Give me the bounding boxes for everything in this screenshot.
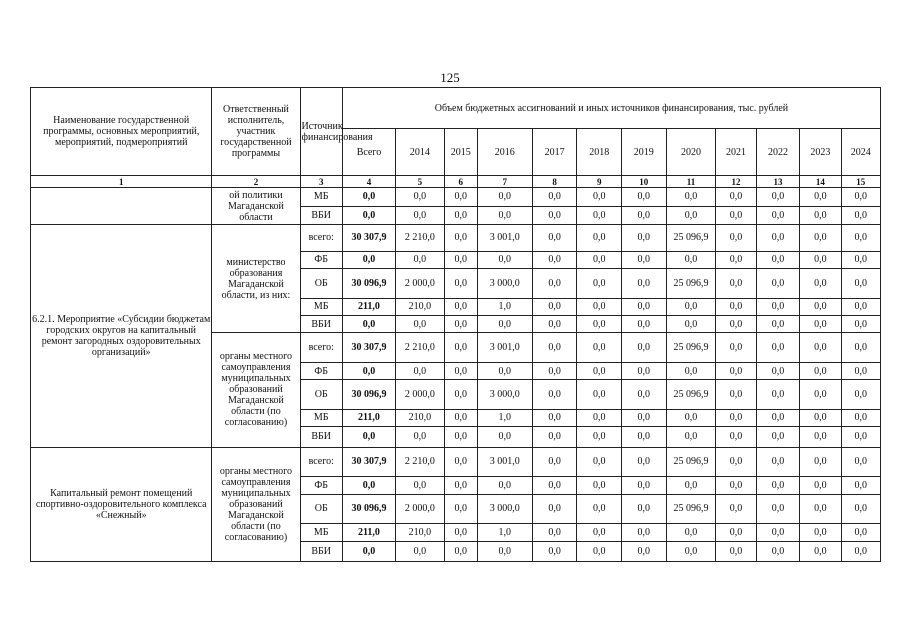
year-value: 0,0	[577, 362, 622, 379]
year-value: 0,0	[532, 188, 577, 206]
year-value: 0,0	[532, 268, 577, 298]
year-value: 0,0	[395, 188, 444, 206]
year-value: 0,0	[621, 494, 666, 524]
year-value: 0,0	[800, 298, 841, 315]
column-number-row	[31, 176, 881, 188]
header-executor: Ответственный исполнитель, участник государственной программы	[212, 88, 300, 176]
year-value: 0,0	[756, 380, 800, 410]
year-value: 0,0	[532, 298, 577, 315]
column-number: 12	[716, 176, 756, 188]
year-value: 0,0	[395, 251, 444, 268]
header-year: 2019	[621, 129, 666, 176]
total-value: 0,0	[342, 427, 395, 447]
column-number: 8	[532, 176, 577, 188]
total-value: 30 307,9	[342, 225, 395, 252]
total-value: 211,0	[342, 298, 395, 315]
year-value: 0,0	[621, 333, 666, 363]
header-year: 2021	[716, 129, 756, 176]
year-value: 2 210,0	[395, 447, 444, 477]
year-value: 2 000,0	[395, 494, 444, 524]
year-value: 0,0	[444, 315, 477, 332]
year-value: 0,0	[444, 225, 477, 252]
year-value: 0,0	[444, 409, 477, 426]
year-value: 0,0	[800, 206, 841, 224]
year-value: 0,0	[621, 362, 666, 379]
year-value: 2 210,0	[395, 225, 444, 252]
year-value: 0,0	[800, 541, 841, 561]
year-value: 0,0	[716, 447, 756, 477]
year-value: 0,0	[666, 188, 716, 206]
year-value: 0,0	[841, 409, 880, 426]
header-total: Всего	[342, 129, 395, 176]
header-program-name: Наименование государственной программы, основных мероприятий, мероприятий, подмероприятий	[31, 88, 212, 176]
year-value: 0,0	[577, 427, 622, 447]
year-value: 0,0	[532, 362, 577, 379]
year-value: 0,0	[577, 206, 622, 224]
year-value: 0,0	[621, 315, 666, 332]
funding-source: МБ	[300, 524, 342, 541]
funding-source: МБ	[300, 409, 342, 426]
year-value: 0,0	[841, 494, 880, 524]
year-value: 2 000,0	[395, 380, 444, 410]
year-value: 1,0	[477, 524, 532, 541]
total-value: 30 096,9	[342, 380, 395, 410]
funding-source: МБ	[300, 188, 342, 206]
year-value: 0,0	[800, 188, 841, 206]
total-value: 211,0	[342, 409, 395, 426]
funding-source: ОБ	[300, 380, 342, 410]
year-value: 0,0	[621, 298, 666, 315]
year-value: 25 096,9	[666, 380, 716, 410]
year-value: 0,0	[716, 362, 756, 379]
header-funding-source: Источник финансирования	[300, 88, 342, 176]
year-value: 0,0	[444, 447, 477, 477]
year-value: 0,0	[395, 427, 444, 447]
year-value: 0,0	[841, 188, 880, 206]
year-value: 0,0	[800, 268, 841, 298]
column-number: 1	[31, 176, 212, 188]
year-value: 0,0	[444, 427, 477, 447]
year-value: 0,0	[395, 206, 444, 224]
year-value: 0,0	[577, 315, 622, 332]
year-value: 0,0	[841, 206, 880, 224]
funding-source: ФБ	[300, 362, 342, 379]
year-value: 0,0	[800, 315, 841, 332]
year-value: 0,0	[621, 251, 666, 268]
year-value: 0,0	[577, 268, 622, 298]
year-value: 0,0	[577, 447, 622, 477]
year-value: 0,0	[477, 206, 532, 224]
table-row	[31, 447, 881, 477]
year-value: 0,0	[444, 206, 477, 224]
year-value: 0,0	[841, 251, 880, 268]
table-row	[31, 225, 881, 252]
year-value: 0,0	[577, 188, 622, 206]
year-value: 0,0	[841, 298, 880, 315]
funding-source: ВБИ	[300, 541, 342, 561]
year-value: 0,0	[444, 298, 477, 315]
year-value: 0,0	[577, 409, 622, 426]
header-year: 2022	[756, 129, 800, 176]
total-value: 30 307,9	[342, 447, 395, 477]
header-year: 2024	[841, 129, 880, 176]
year-value: 0,0	[756, 206, 800, 224]
year-value: 0,0	[756, 251, 800, 268]
year-value: 0,0	[444, 494, 477, 524]
year-value: 0,0	[841, 427, 880, 447]
year-value: 0,0	[477, 362, 532, 379]
year-value: 0,0	[800, 362, 841, 379]
year-value: 1,0	[477, 298, 532, 315]
year-value: 0,0	[532, 541, 577, 561]
year-value: 0,0	[577, 298, 622, 315]
year-value: 0,0	[716, 409, 756, 426]
year-value: 0,0	[800, 409, 841, 426]
year-value: 0,0	[621, 188, 666, 206]
year-value: 0,0	[577, 494, 622, 524]
year-value: 0,0	[756, 409, 800, 426]
column-number: 11	[666, 176, 716, 188]
year-value: 0,0	[477, 427, 532, 447]
year-value: 0,0	[532, 333, 577, 363]
year-value: 210,0	[395, 409, 444, 426]
executor-cell: ой политики Магаданской области	[212, 188, 300, 225]
year-value: 0,0	[532, 409, 577, 426]
year-value: 0,0	[666, 409, 716, 426]
funding-source: МБ	[300, 298, 342, 315]
funding-source: ОБ	[300, 268, 342, 298]
year-value: 0,0	[841, 315, 880, 332]
year-value: 3 001,0	[477, 333, 532, 363]
year-value: 0,0	[444, 541, 477, 561]
year-value: 2 210,0	[395, 333, 444, 363]
year-value: 0,0	[841, 477, 880, 494]
executor-cell: министерство образования Магаданской области, из них:	[212, 225, 300, 333]
total-value: 0,0	[342, 206, 395, 224]
column-number: 5	[395, 176, 444, 188]
year-value: 0,0	[666, 206, 716, 224]
year-value: 0,0	[532, 315, 577, 332]
year-value: 0,0	[444, 524, 477, 541]
column-number: 15	[841, 176, 880, 188]
year-value: 0,0	[621, 541, 666, 561]
column-number: 2	[212, 176, 300, 188]
total-value: 30 096,9	[342, 494, 395, 524]
funding-source: ФБ	[300, 477, 342, 494]
column-number: 7	[477, 176, 532, 188]
year-value: 0,0	[621, 427, 666, 447]
year-value: 1,0	[477, 409, 532, 426]
year-value: 25 096,9	[666, 447, 716, 477]
year-value: 0,0	[716, 524, 756, 541]
year-value: 0,0	[395, 315, 444, 332]
year-value: 0,0	[841, 362, 880, 379]
total-value: 0,0	[342, 541, 395, 561]
total-value: 0,0	[342, 362, 395, 379]
funding-source: ВБИ	[300, 206, 342, 224]
funding-source: ФБ	[300, 251, 342, 268]
year-value: 0,0	[395, 541, 444, 561]
column-number: 3	[300, 176, 342, 188]
year-value: 210,0	[395, 524, 444, 541]
year-value: 25 096,9	[666, 268, 716, 298]
year-value: 0,0	[577, 380, 622, 410]
year-value: 0,0	[477, 251, 532, 268]
year-value: 0,0	[577, 524, 622, 541]
year-value: 0,0	[716, 315, 756, 332]
header-year: 2023	[800, 129, 841, 176]
year-value: 0,0	[577, 251, 622, 268]
column-number: 9	[577, 176, 622, 188]
year-value: 25 096,9	[666, 494, 716, 524]
header-year: 2017	[532, 129, 577, 176]
year-value: 0,0	[395, 477, 444, 494]
executor-cell: органы местного самоуправления муниципальных образований Магаданской области (по согласованию)	[212, 333, 300, 447]
measure-name: Капитальный ремонт помещений спортивно-оздоровительного комплекса «Снежный»	[31, 447, 212, 561]
year-value: 0,0	[577, 477, 622, 494]
year-value: 0,0	[621, 225, 666, 252]
funding-source: ВБИ	[300, 427, 342, 447]
year-value: 0,0	[621, 447, 666, 477]
year-value: 3 001,0	[477, 447, 532, 477]
total-value: 30 307,9	[342, 333, 395, 363]
year-value: 0,0	[756, 477, 800, 494]
year-value: 0,0	[477, 188, 532, 206]
year-value: 25 096,9	[666, 333, 716, 363]
total-value: 0,0	[342, 251, 395, 268]
year-value: 0,0	[800, 380, 841, 410]
year-value: 0,0	[621, 380, 666, 410]
funding-source: ВБИ	[300, 315, 342, 332]
year-value: 0,0	[841, 380, 880, 410]
year-value: 0,0	[477, 315, 532, 332]
year-value: 0,0	[841, 541, 880, 561]
year-value: 0,0	[800, 447, 841, 477]
year-value: 0,0	[800, 427, 841, 447]
year-value: 0,0	[756, 298, 800, 315]
year-value: 0,0	[666, 315, 716, 332]
year-value: 0,0	[666, 298, 716, 315]
total-value: 0,0	[342, 477, 395, 494]
budget-table	[30, 87, 881, 562]
funding-source: всего:	[300, 447, 342, 477]
year-value: 0,0	[716, 298, 756, 315]
year-value: 0,0	[756, 447, 800, 477]
header-funding-volume: Объем бюджетных ассигнований и иных источников финансирования, тыс. рублей	[342, 88, 880, 129]
year-value: 0,0	[395, 362, 444, 379]
year-value: 0,0	[577, 333, 622, 363]
total-value: 0,0	[342, 188, 395, 206]
year-value: 0,0	[716, 427, 756, 447]
year-value: 3 000,0	[477, 268, 532, 298]
header-year: 2016	[477, 129, 532, 176]
year-value: 0,0	[532, 206, 577, 224]
year-value: 0,0	[841, 524, 880, 541]
year-value: 0,0	[716, 494, 756, 524]
year-value: 0,0	[577, 225, 622, 252]
program-name-cell	[31, 188, 212, 225]
year-value: 0,0	[621, 206, 666, 224]
year-value: 0,0	[716, 206, 756, 224]
year-value: 0,0	[444, 188, 477, 206]
year-value: 0,0	[532, 380, 577, 410]
executor-cell: органы местного самоуправления муниципальных образований Магаданской области (по согласованию)	[212, 447, 300, 561]
year-value: 0,0	[666, 524, 716, 541]
header-year: 2018	[577, 129, 622, 176]
year-value: 0,0	[621, 477, 666, 494]
year-value: 0,0	[841, 225, 880, 252]
year-value: 0,0	[800, 524, 841, 541]
year-value: 0,0	[716, 188, 756, 206]
year-value: 0,0	[666, 477, 716, 494]
year-value: 0,0	[444, 380, 477, 410]
header-year: 2015	[444, 129, 477, 176]
year-value: 0,0	[756, 333, 800, 363]
year-value: 0,0	[621, 409, 666, 426]
year-value: 0,0	[444, 477, 477, 494]
table-row	[31, 188, 881, 206]
funding-source: всего:	[300, 225, 342, 252]
column-number: 10	[621, 176, 666, 188]
total-value: 211,0	[342, 524, 395, 541]
year-value: 0,0	[841, 268, 880, 298]
year-value: 0,0	[444, 268, 477, 298]
year-value: 0,0	[444, 362, 477, 379]
year-value: 3 000,0	[477, 494, 532, 524]
funding-source: ОБ	[300, 494, 342, 524]
year-value: 0,0	[532, 447, 577, 477]
year-value: 0,0	[716, 251, 756, 268]
year-value: 0,0	[666, 427, 716, 447]
year-value: 0,0	[756, 268, 800, 298]
year-value: 0,0	[532, 477, 577, 494]
year-value: 0,0	[716, 380, 756, 410]
year-value: 0,0	[532, 225, 577, 252]
page-number: 125	[440, 70, 460, 85]
column-number: 6	[444, 176, 477, 188]
year-value: 0,0	[841, 447, 880, 477]
year-value: 0,0	[532, 251, 577, 268]
year-value: 0,0	[800, 494, 841, 524]
year-value: 0,0	[756, 524, 800, 541]
year-value: 0,0	[532, 494, 577, 524]
year-value: 0,0	[800, 225, 841, 252]
year-value: 0,0	[756, 541, 800, 561]
year-value: 0,0	[800, 251, 841, 268]
year-value: 0,0	[666, 362, 716, 379]
year-value: 0,0	[532, 524, 577, 541]
year-value: 0,0	[716, 541, 756, 561]
year-value: 0,0	[577, 541, 622, 561]
year-value: 25 096,9	[666, 225, 716, 252]
year-value: 0,0	[444, 333, 477, 363]
year-value: 0,0	[756, 188, 800, 206]
year-value: 2 000,0	[395, 268, 444, 298]
year-value: 0,0	[800, 333, 841, 363]
year-value: 0,0	[841, 333, 880, 363]
year-value: 0,0	[666, 251, 716, 268]
year-value: 0,0	[716, 477, 756, 494]
year-value: 210,0	[395, 298, 444, 315]
year-value: 0,0	[666, 541, 716, 561]
total-value: 30 096,9	[342, 268, 395, 298]
year-value: 0,0	[800, 477, 841, 494]
year-value: 0,0	[716, 225, 756, 252]
year-value: 0,0	[756, 494, 800, 524]
funding-source: всего:	[300, 333, 342, 363]
header-year: 2020	[666, 129, 716, 176]
column-number: 14	[800, 176, 841, 188]
year-value: 0,0	[756, 362, 800, 379]
year-value: 0,0	[444, 251, 477, 268]
year-value: 0,0	[477, 477, 532, 494]
year-value: 0,0	[716, 268, 756, 298]
year-value: 3 001,0	[477, 225, 532, 252]
year-value: 0,0	[716, 333, 756, 363]
year-value: 0,0	[621, 524, 666, 541]
column-number: 4	[342, 176, 395, 188]
year-value: 0,0	[756, 315, 800, 332]
header-year: 2014	[395, 129, 444, 176]
year-value: 0,0	[477, 541, 532, 561]
total-value: 0,0	[342, 315, 395, 332]
column-number: 13	[756, 176, 800, 188]
measure-name: 6.2.1. Мероприятие «Субсидии бюджетам городских округов на капитальный ремонт загородных оздоровительных организаций»	[31, 225, 212, 448]
year-value: 0,0	[532, 427, 577, 447]
year-value: 0,0	[756, 427, 800, 447]
year-value: 0,0	[756, 225, 800, 252]
year-value: 0,0	[621, 268, 666, 298]
year-value: 3 000,0	[477, 380, 532, 410]
